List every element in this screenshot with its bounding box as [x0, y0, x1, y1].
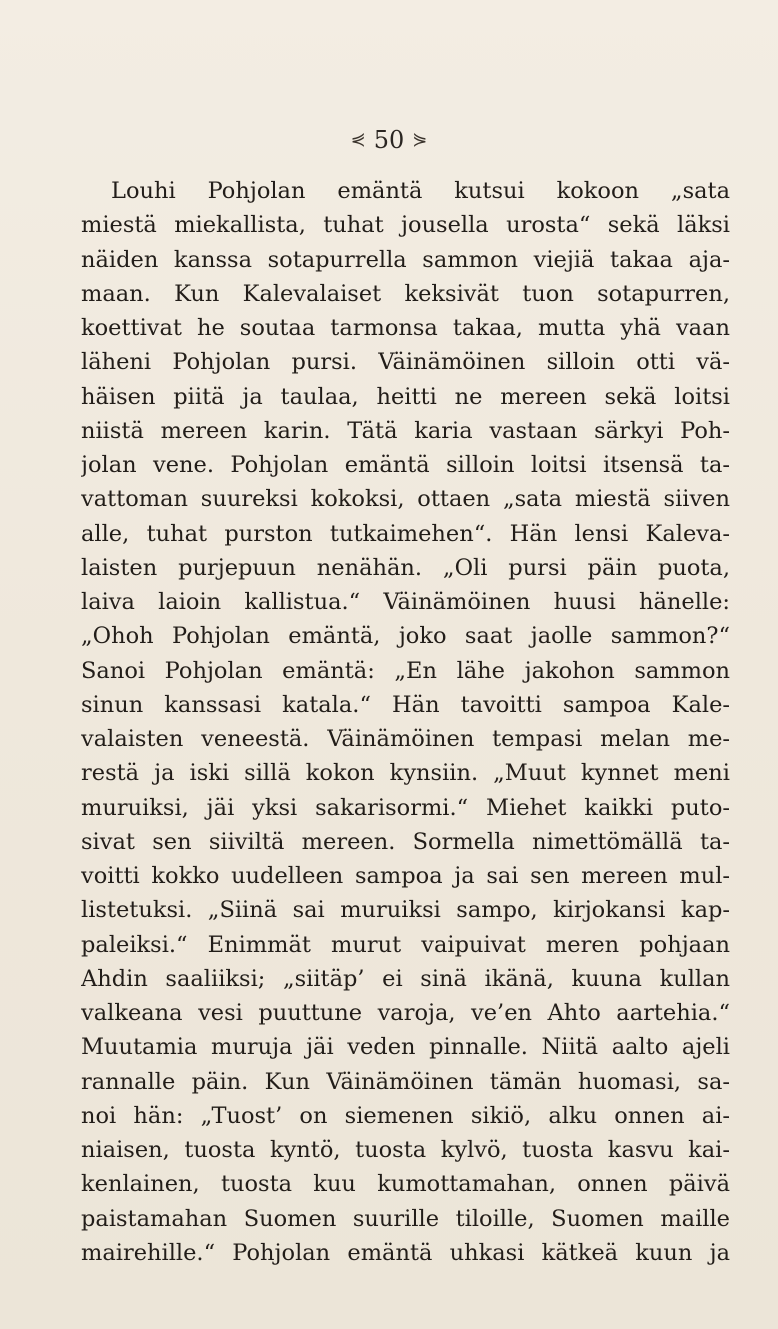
text-line: mairehille.“ Pohjolan emäntä uhkasi kätkeä kuun ja — [81, 1239, 730, 1266]
text-line: noi hän: „Tuost’ on siemenen sikiö, alku onnen ai- — [81, 1102, 730, 1129]
text-line: voitti kokko uudelleen sampoa ja sai sen mereen mul- — [81, 863, 730, 889]
text-line: sivat sen siiviltä mereen. Sormella nimettömällä ta- — [81, 828, 730, 855]
text-line: paleiksi.“ Enimmät murut vaipuivat meren pohjaan — [81, 931, 730, 958]
text-line: koettivat he soutaa tarmonsa takaa, mutta yhä vaan — [81, 315, 730, 341]
body-text — [81, 174, 730, 1270]
text-line: läheni Pohjolan pursi. Väinämöinen silloin otti vä- — [81, 349, 730, 376]
text-line: muruiksi, jäi yksi sakarisormi.“ Miehet kaikki puto- — [81, 794, 730, 821]
text-line: valkeana vesi puuttune varoja, ve’en Ahto aartehia.“ — [81, 1000, 730, 1026]
text-line: paistamahan Suomen suurille tiloille, Suomen maille — [81, 1205, 730, 1232]
text-line: kenlainen, tuosta kuu kumottamahan, onnen päivä — [81, 1171, 730, 1198]
page-header — [0, 118, 778, 158]
text-line: Ahdin saaliiksi; „siitäp’ ei sinä ikänä, kuuna kullan — [81, 965, 730, 992]
text-line: „Ohoh Pohjolan emäntä, joko saat jaolle sammon?“ — [81, 623, 730, 650]
text-line: miestä miekallista, tuhat jousella urosta“ sekä läksi — [81, 212, 730, 239]
page-number: 50 — [373, 125, 405, 154]
text-line: valaisten veneestä. Väinämöinen tempasi melan me- — [81, 726, 730, 752]
text-line: maan. Kun Kalevalaiset keksivät tuon sotapurren, — [81, 280, 730, 307]
text-line: laiva laioin kallistua.“ Väinämöinen huusi hänelle: — [81, 589, 730, 615]
text-line: Muutamia muruja jäi veden pinnalle. Niitä aalto ajeli — [81, 1034, 730, 1061]
text-line: näiden kanssa sotapurrella sammon viejiä takaa aja- — [81, 246, 730, 273]
text-line: listetuksi. „Siinä sai muruiksi sampo, kirjokansi kap- — [81, 897, 730, 924]
left-ornament-icon: ⋞ — [350, 128, 366, 150]
right-ornament-icon: ⋟ — [412, 128, 428, 150]
text-line: niaisen, tuosta kyntö, tuosta kylvö, tuosta kasvu kai- — [81, 1137, 730, 1163]
text-line: Louhi Pohjolan emäntä kutsui kokoon „sata — [111, 178, 730, 204]
text-line: rannalle päin. Kun Väinämöinen tämän huomasi, sa- — [81, 1068, 730, 1095]
text-line: niistä mereen karin. Tätä karia vastaan särkyi Poh- — [81, 417, 730, 444]
text-line: vattoman suureksi kokoksi, ottaen „sata miestä siiven — [81, 486, 730, 513]
text-line: häisen piitä ja taulaa, heitti ne mereen sekä loitsi — [81, 383, 730, 410]
text-line: Sanoi Pohjolan emäntä: „En lähe jakohon sammon — [81, 657, 730, 684]
text-line: restä ja iski sillä kokon kynsiin. „Muut kynnet meni — [81, 760, 730, 787]
text-line: jolan vene. Pohjolan emäntä silloin loitsi itsensä ta- — [81, 452, 730, 478]
text-line: alle, tuhat purston tutkaimehen“. Hän lensi Kaleva- — [81, 520, 730, 547]
text-line: sinun kanssasi katala.“ Hän tavoitti sampoa Kale- — [81, 691, 730, 718]
text-line: laisten purjepuun nenähän. „Oli pursi päin puota, — [81, 554, 730, 581]
